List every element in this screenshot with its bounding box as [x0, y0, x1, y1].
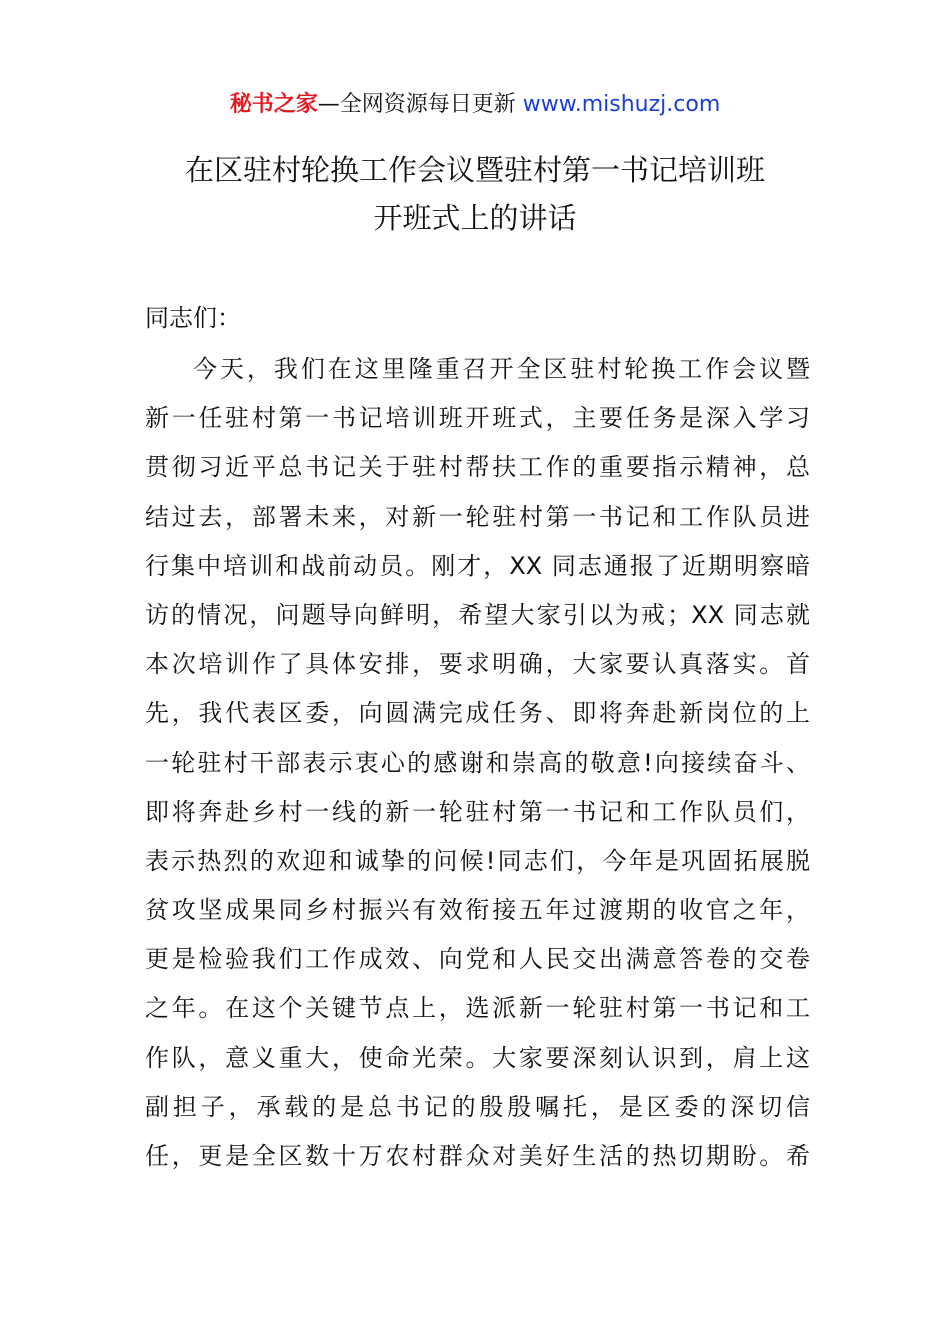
body-line: 访的情况，问题导向鲜明，希望大家引以为戒；XX 同志就	[145, 600, 810, 629]
body-line: 一轮驻村干部表示衷心的感谢和崇高的敬意!向接续奋斗、	[145, 748, 810, 777]
body-line: 作队，意义重大，使命光荣。大家要深刻认识到，肩上这	[145, 1043, 810, 1072]
body-line: 本次培训作了具体安排，要求明确，大家要认真落实。首	[145, 650, 810, 679]
title-line-1: 在区驻村轮换工作会议暨驻村第一书记培训班	[184, 153, 765, 187]
body-line: 之年。在这个关键节点上，选派新一轮驻村第一书记和工	[145, 994, 810, 1023]
body-line: 行集中培训和战前动员。刚才，XX 同志通报了近期明察暗	[145, 551, 810, 580]
site-header	[0, 88, 950, 122]
header-separator: —	[317, 92, 340, 117]
body-line: 任，更是全区数十万农村群众对美好生活的热切期盼。希	[145, 1142, 810, 1170]
body-line: 表示热烈的欢迎和诚挚的问候!同志们，今年是巩固拓展脱	[145, 846, 810, 875]
speech-body	[145, 349, 810, 1185]
body-line: 先，我代表区委，向圆满完成任务、即将奔赴新岗位的上	[145, 699, 810, 728]
body-line: 副担子，承载的是总书记的殷殷嘱托，是区委的深切信	[145, 1092, 810, 1121]
document-title	[0, 146, 950, 242]
site-url-link[interactable]: www.mishuzj.com	[522, 92, 721, 117]
title-line-2: 开班式上的讲话	[373, 201, 577, 235]
body-line: 更是检验我们工作成效、向党和人民交出满意答卷的交卷	[145, 945, 810, 974]
body-line: 贯彻习近平总书记关于驻村帮扶工作的重要指示精神，总	[145, 453, 810, 482]
body-line: 新一任驻村第一书记培训班开班式，主要任务是深入学习	[145, 404, 810, 433]
body-line: 结过去，部署未来，对新一轮驻村第一书记和工作队员进	[145, 502, 810, 531]
header-tagline: 全网资源每日更新	[339, 92, 523, 117]
brand-name: 秘书之家	[229, 92, 318, 117]
salutation: 同志们：	[145, 304, 241, 332]
body-line: 今天，我们在这里隆重召开全区驻村轮换工作会议暨	[193, 355, 810, 383]
body-line: 即将奔赴乡村一线的新一轮驻村第一书记和工作队员们，	[145, 797, 810, 826]
body-line: 贫攻坚成果同乡村振兴有效衔接五年过渡期的收官之年，	[145, 896, 810, 925]
